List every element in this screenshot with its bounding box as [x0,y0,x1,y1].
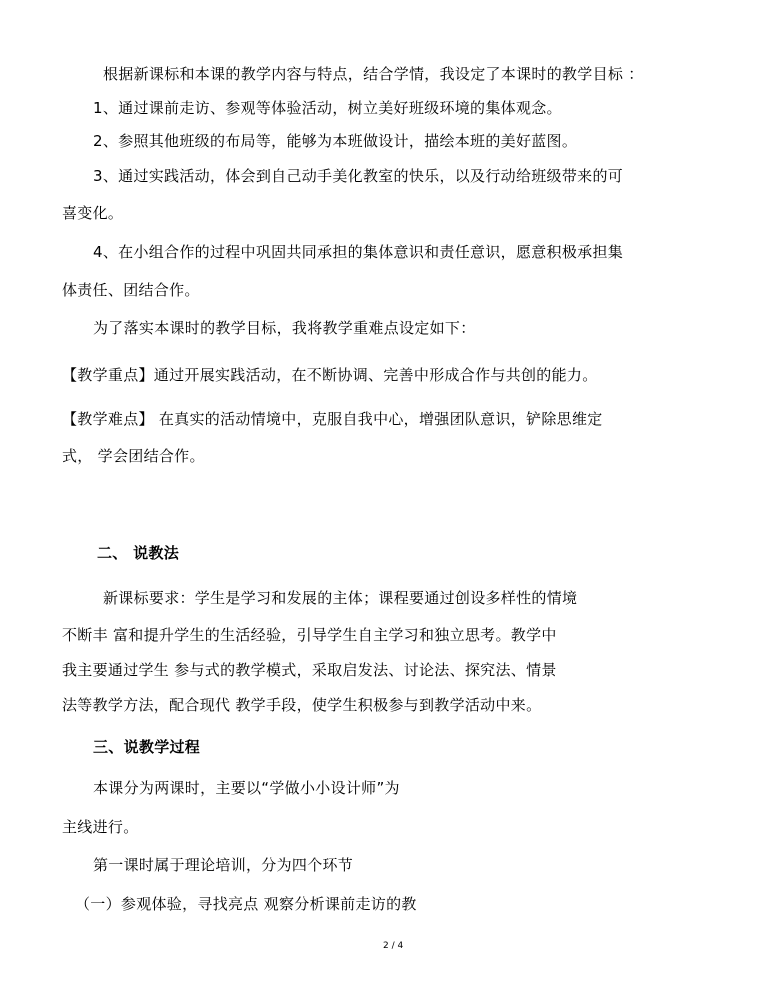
objective-item-1: 1、通过课前走访、参观等体验活动，树立美好班级环境的集体观念。 [93,99,562,117]
teaching-methods-line-4: 法等教学方法，配合现代 教学手段，使学生积极参与到教学活动中来。 [62,696,542,714]
objective-item-3-continued: 喜变化。 [62,204,124,222]
paragraph-intro-objectives: 根据新课标和本课的教学内容与特点，结合学情，我设定了本课时的教学目标 ： [103,65,644,83]
objective-item-2: 2、参照其他班级的布局等，能够为本班做设计，描绘本班的美好蓝图。 [93,132,578,150]
teaching-key-point: 【教学重点】通过开展实践活动，在不断协调、完善中形成合作与共创的能力。 [62,366,598,384]
teaching-process-line-2: 主线进行。 [62,818,139,836]
teaching-methods-line-2: 不断丰 富和提升学生的生活经验，引导学生自主学习和独立思考。教学中 [62,626,557,644]
section-heading-teaching-process: 三、说教学过程 [93,738,201,756]
teaching-methods-line-3: 我主要通过学生 参与式的教学模式，采取启发法、讨论法、探究法、情景 [62,661,557,679]
teaching-process-line-1: 本课分为两课时，主要以“学做小小设计师”为 [93,779,400,797]
page-number: 2 / 4 [383,941,404,951]
section-heading-teaching-methods: 二、 说教法 [97,544,180,562]
objective-item-4-continued: 体责任、团结合作。 [62,281,200,299]
teaching-difficulty: 【教学难点】 在真实的活动情境中，克服自我中心，增强团队意识，铲除思维定 [62,410,603,428]
teaching-difficulty-continued: 式， 学会团结合作。 [62,447,205,465]
objective-item-3: 3、通过实践活动，体会到自己动手美化教室的快乐，以及行动给班级带来的可 [93,167,624,185]
paragraph-key-points-intro: 为了落实本课时的教学目标，我将教学重难点设定如下： [93,319,476,337]
objective-item-4: 4、在小组合作的过程中巩固共同承担的集体意识和责任意识，愿意积极承担集 [93,243,624,261]
first-lesson-intro: 第一课时属于理论培训，分为四个环节 [93,856,354,874]
teaching-methods-line-1: 新课标要求：学生是学习和发展的主体；课程要通过创设多样性的情境 [103,589,578,607]
first-lesson-step-1: （一）参观体验，寻找亮点 观察分析课前走访的教 [75,895,417,913]
